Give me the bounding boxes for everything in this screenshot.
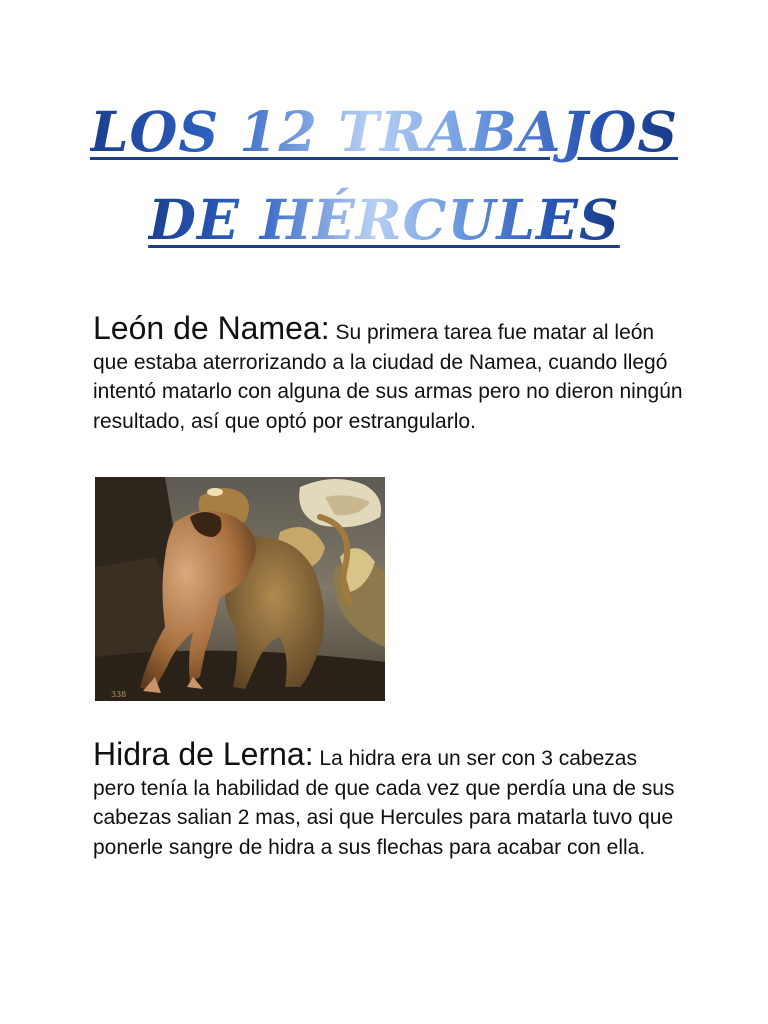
painting-signature: 338: [111, 690, 127, 699]
section-body: La hidra era un ser con 3 cabezas pero tenía la habilidad de que cada vez que perdía una de sus cabezas salian 2 mas, asi que Hercules para matarla tuvo que ponerle sangre de hidra a sus flechas para acabar con ella.: [93, 747, 675, 859]
title-line-1: LOS 12 TRABAJOS: [90, 88, 678, 176]
title-line-2: DE HÉRCULES: [148, 176, 619, 264]
hercules-lion-painting: [95, 477, 385, 701]
section-body: Su primera tarea fue matar al león que estaba aterrorizando a la ciudad de Namea, cuando llegó intentó matarlo con alguna de sus armas pero no dieron ningún resultado, así que optó por estrangularlo.: [93, 321, 683, 433]
section-hidra-de-lerna: [93, 736, 683, 862]
section-heading: Hidra de Lerna:: [93, 736, 314, 772]
section-leon-de-namea: [93, 310, 683, 436]
painting-image: [95, 477, 385, 701]
document-title: [0, 88, 768, 264]
section-heading: León de Namea:: [93, 310, 330, 346]
